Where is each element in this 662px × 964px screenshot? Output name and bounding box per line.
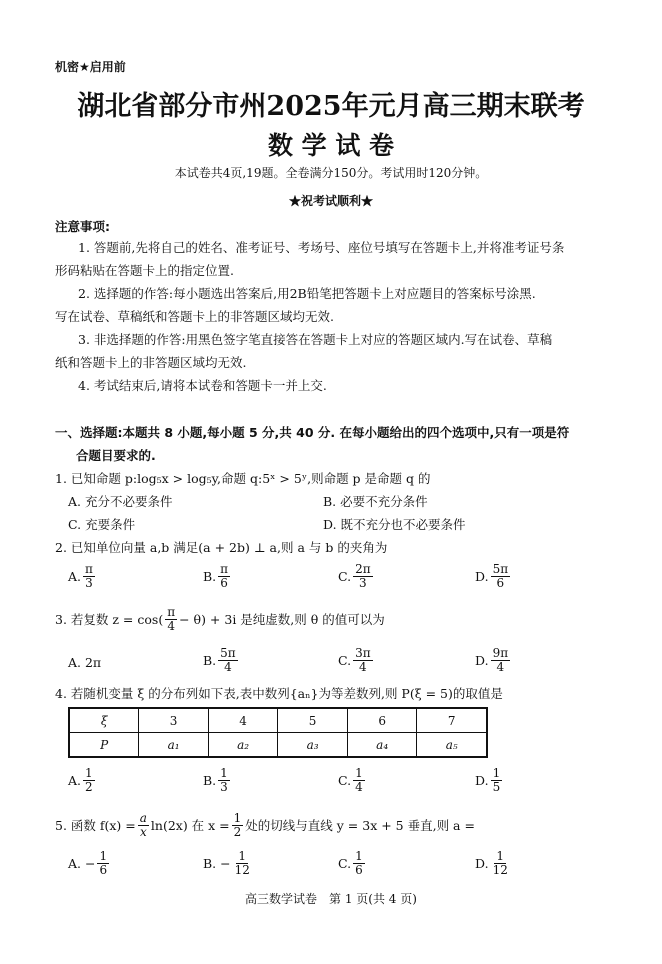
- numerator: 3π: [355, 646, 371, 660]
- stem-text: 处的切线与直线 y = 3x + 5 垂直,则 a =: [245, 818, 475, 834]
- numerator: 1: [492, 766, 501, 780]
- q2-option-b: [203, 563, 232, 589]
- notice-line: 2. 选择题的作答:每小题选出答案后,用2B铅笔把答题卡上对应题目的答案标号涂黑.: [78, 286, 536, 301]
- exam-title: 湖北省部分市州2025年元月高三期末联考: [77, 91, 585, 122]
- notice-line: 1. 答题前,先将自己的姓名、准考证号、考场号、座位号填写在答题卡上,并将准考证号条: [78, 240, 565, 255]
- q4-option-d: [475, 767, 504, 793]
- denominator: 3: [359, 575, 367, 590]
- q3-option-d: [475, 647, 512, 673]
- fraction: [353, 850, 365, 876]
- option-label: C.: [338, 652, 352, 668]
- confidential-label: 机密★启用前: [55, 60, 126, 74]
- question-2-stem: 2. 已知单位向量 a,b 满足(a + 2b) ⊥ a,则 a 与 b 的夹角为: [55, 540, 388, 555]
- option-label: B.: [203, 772, 217, 788]
- q4-option-c: [338, 767, 367, 793]
- option-label: B.: [203, 568, 217, 584]
- table-cell: 6: [347, 708, 417, 733]
- table-cell: 4: [208, 708, 278, 733]
- table-cell: a₁: [139, 733, 209, 758]
- numerator: π: [220, 562, 229, 576]
- q5-option-b: [203, 850, 254, 876]
- numerator: π: [167, 605, 176, 619]
- distribution-table: [68, 707, 488, 758]
- stem-text: 5. 函数 f(x) =: [55, 818, 136, 834]
- table-cell: 5: [278, 708, 348, 733]
- subject-title: 数 学 试 卷: [267, 131, 395, 160]
- q5-option-a: [68, 850, 111, 876]
- stem-text: 3. 若复数 z = cos(: [55, 612, 164, 628]
- denominator: 12: [234, 862, 250, 877]
- denominator: 6: [496, 575, 505, 590]
- option-label: C.: [338, 855, 352, 871]
- page-footer: 高三数学试卷 第 1 页(共 4 页): [245, 892, 417, 906]
- option-label: A.: [68, 772, 82, 788]
- notice-line: 形码粘贴在答题卡上的指定位置.: [55, 263, 234, 278]
- numerator: 1: [233, 811, 242, 825]
- section-heading-cont: 合题目要求的.: [76, 448, 156, 463]
- table-cell: a₄: [347, 733, 417, 758]
- section-heading: 一、选择题:本题共 8 小题,每小题 5 分,共 40 分. 在每小题给出的四个选项中,只有一项是符: [55, 425, 570, 440]
- fraction: [232, 812, 244, 838]
- notice-line: 写在试卷、草稿纸和答题卡上的非答题区域均无效.: [55, 309, 334, 324]
- exam-info: 本试卷共4页,19题。全卷满分150分。考试用时120分钟。: [174, 166, 488, 180]
- fraction: [491, 563, 511, 589]
- table-cell: a₂: [208, 733, 278, 758]
- option-label: B. −: [203, 855, 231, 871]
- fraction: [353, 767, 365, 793]
- table-row: [69, 708, 487, 733]
- numerator: 5π: [220, 646, 236, 660]
- table-cell: a₅: [417, 733, 487, 758]
- wish-text: ★祝考试顺利★: [288, 194, 373, 208]
- fraction: [491, 767, 503, 793]
- q2-option-c: [338, 563, 375, 589]
- denominator: 2: [85, 779, 93, 794]
- table-cell: a₃: [278, 733, 348, 758]
- q2-option-d: [475, 563, 512, 589]
- numerator: 1: [355, 766, 363, 780]
- q3-option-b: [203, 647, 240, 673]
- numerator: 5π: [492, 562, 509, 576]
- denominator: x: [139, 824, 147, 839]
- fraction: [165, 606, 177, 632]
- q5-option-d: [475, 850, 512, 876]
- q1-option-c: C. 充要条件: [68, 517, 136, 532]
- q3-option-a: A. 2π: [68, 655, 102, 670]
- fraction: [138, 812, 149, 838]
- q4-option-a: [68, 767, 97, 793]
- fraction: [218, 563, 230, 589]
- fraction: [83, 767, 95, 793]
- fraction: [83, 563, 95, 589]
- notice-line: 4. 考试结束后,请将本试卷和答题卡一并上交.: [78, 378, 327, 393]
- fraction: [491, 850, 510, 876]
- q3-option-c: [338, 647, 375, 673]
- denominator: 4: [224, 659, 232, 674]
- numerator: 1: [355, 849, 363, 863]
- notice-heading: 注意事项:: [55, 219, 110, 234]
- option-label: B.: [203, 652, 217, 668]
- table-cell: ξ: [69, 708, 139, 733]
- stem-text: ln(2x) 在 x =: [150, 818, 230, 834]
- numerator: 1: [220, 766, 228, 780]
- option-label: C.: [338, 772, 352, 788]
- numerator: 1: [85, 766, 93, 780]
- fraction: [353, 563, 373, 589]
- denominator: 4: [359, 659, 367, 674]
- option-label: A.: [68, 568, 82, 584]
- numerator: 1: [99, 849, 108, 863]
- fraction: [491, 647, 511, 673]
- denominator: 6: [99, 862, 108, 877]
- option-label: D.: [475, 772, 489, 788]
- question-4-stem: 4. 若随机变量 ξ 的分布列如下表,表中数列{aₙ}为等差数列,则 P(ξ = 5)的取值是: [55, 686, 503, 701]
- fraction: [218, 647, 238, 673]
- denominator: 4: [496, 659, 505, 674]
- notice-line: 3. 非选择题的作答:用黑色签字笔直接答在答题卡上对应的答题区域内.写在试卷、草稿: [78, 332, 553, 347]
- numerator: π: [85, 562, 93, 576]
- numerator: 2π: [355, 562, 371, 576]
- question-1-stem: 1. 已知命题 p:log₅x > log₅y,命题 q:5ˣ > 5ʸ,则命题 p 是命题 q 的: [55, 471, 431, 486]
- q1-option-d: D. 既不充分也不必要条件: [323, 517, 466, 532]
- question-3-stem: [55, 606, 385, 632]
- table-cell: 7: [417, 708, 487, 733]
- option-label: C.: [338, 568, 352, 584]
- table-row: [69, 733, 487, 758]
- q5-option-c: [338, 850, 367, 876]
- table-cell: P: [69, 733, 139, 758]
- denominator: 3: [85, 575, 93, 590]
- option-label: D.: [475, 855, 489, 871]
- option-label: A. −: [68, 855, 96, 871]
- denominator: 12: [492, 862, 508, 877]
- denominator: 4: [355, 779, 363, 794]
- denominator: 2: [233, 824, 242, 839]
- numerator: 9π: [492, 646, 509, 660]
- option-label: D.: [475, 652, 489, 668]
- fraction: [233, 850, 252, 876]
- numerator: a: [139, 811, 147, 825]
- numerator: 1: [238, 849, 247, 863]
- q1-option-a: A. 充分不必要条件: [68, 494, 173, 509]
- denominator: 6: [355, 862, 363, 877]
- q1-option-b: B. 必要不充分条件: [323, 494, 428, 509]
- question-5-stem: [55, 812, 475, 838]
- denominator: 6: [220, 575, 228, 590]
- denominator: 3: [220, 779, 228, 794]
- fraction: [218, 767, 230, 793]
- denominator: 5: [492, 779, 501, 794]
- stem-text: − θ) + 3i 是纯虚数,则 θ 的值可以为: [179, 612, 385, 628]
- denominator: 4: [167, 618, 175, 633]
- fraction: [353, 647, 373, 673]
- option-label: D.: [475, 568, 489, 584]
- notice-line: 纸和答题卡上的非答题区域均无效.: [55, 355, 247, 370]
- numerator: 1: [496, 849, 505, 863]
- table-cell: 3: [139, 708, 209, 733]
- q2-option-a: [68, 563, 97, 589]
- fraction: [97, 850, 109, 876]
- q4-option-b: [203, 767, 232, 793]
